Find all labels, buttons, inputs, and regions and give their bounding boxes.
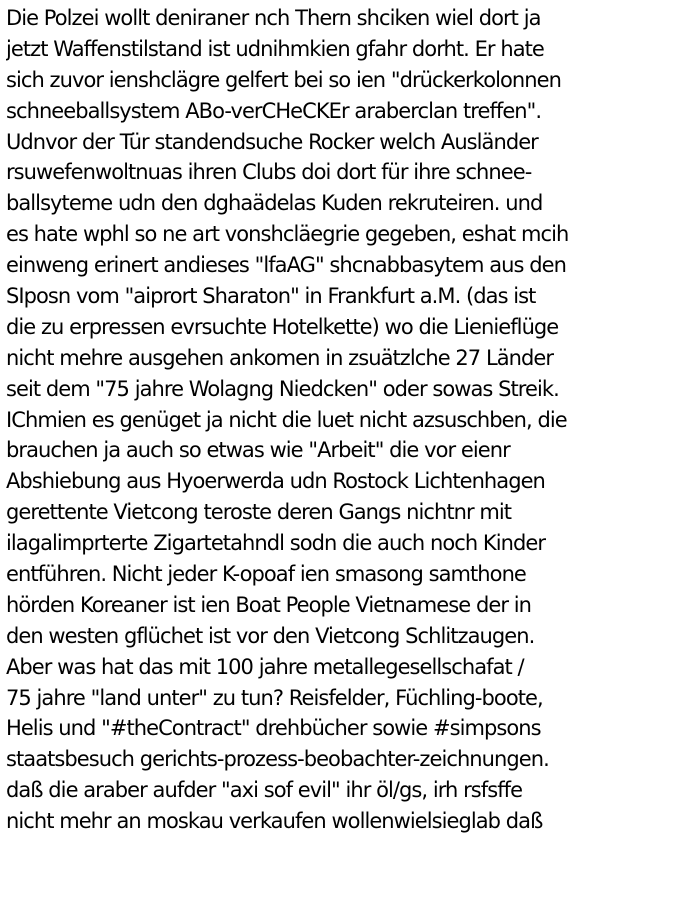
text-line: ilagalimprterte Zigartetahndl sodn die auch noch Kinder xyxy=(6,531,546,556)
text-line: staatsbesuch gerichts-prozess-beobachter-zeichnungen. xyxy=(6,747,549,772)
text-line: IChmien es genüget ja nicht die luet nicht azsuschben, die xyxy=(6,407,567,432)
text-line: Abshiebung aus Hyoerwerda udn Rostock Lichtenhagen xyxy=(6,469,545,494)
text-line: einweng erinert andieses "lfaAG" shcnabbasytem aus den xyxy=(6,253,566,278)
text-line: den westen gflüchet ist vor den Vietcong Schlitzaugen. xyxy=(6,623,535,648)
text-line: SIposn vom "aiprort Sharaton" in Frankfurt a.M. (das ist xyxy=(6,284,536,309)
text-line: seit dem "75 jahre Wolagng Niedcken" oder sowas Streik. xyxy=(6,376,559,401)
text-line: daß die araber aufder "axi sof evil" ihr öl/gs, irh rsfsffe xyxy=(6,778,523,803)
text-line: es hate wphl so ne art vonshcläegrie gegeben, eshat mcih xyxy=(6,222,569,247)
text-line: sich zuvor ienshclägre gelfert bei so ien "drückerkolonnen xyxy=(6,67,561,92)
text-line: ballsyteme udn den dghaädelas Kuden rekruteiren. und xyxy=(6,191,543,216)
text-line: rsuwefenwoltnuas ihren Clubs doi dort für ihre schnee- xyxy=(6,160,532,185)
text-line: 75 jahre "land unter" zu tun? Reisfelder, Füchling-boote, xyxy=(6,685,543,710)
text-line: hörden Koreaner ist ien Boat People Vietnamese der in xyxy=(6,592,531,617)
text-line: schneeballsystem ABo-verCHeCKEr araberclan treffen". xyxy=(6,98,542,123)
text-line: Helis und "#theContract" drehbücher sowie #simpsons xyxy=(6,716,541,741)
text-line: nicht mehr an moskau verkaufen wollenwielsieglab daß xyxy=(6,809,543,834)
text-line: entführen. Nicht jeder K-opoaf ien smasong samthone xyxy=(6,562,526,587)
text-line: Die Polzei wollt deniraner nch Thern shciken wiel dort ja xyxy=(6,6,541,30)
text-line: Udnvor der Tür standendsuche Rocker welch Ausländer xyxy=(6,129,538,154)
text-line: jetzt Waffenstilstand ist udnihmkien gfahr dorht. Er hate xyxy=(6,36,544,61)
text-line: nicht mehre ausgehen ankomen in zsuätzlche 27 Länder xyxy=(6,345,554,370)
text-line: gerettente Vietcong teroste deren Gangs nichtnr mit xyxy=(6,500,512,525)
document-text xyxy=(6,3,682,837)
text-line: Aber was hat das mit 100 jahre metallegesellschafat / xyxy=(6,654,524,679)
text-line: brauchen ja auch so etwas wie "Arbeit" die vor eienr xyxy=(6,438,510,463)
text-line: die zu erpressen evrsuchte Hotelkette) wo die Lienieflüge xyxy=(6,314,559,339)
